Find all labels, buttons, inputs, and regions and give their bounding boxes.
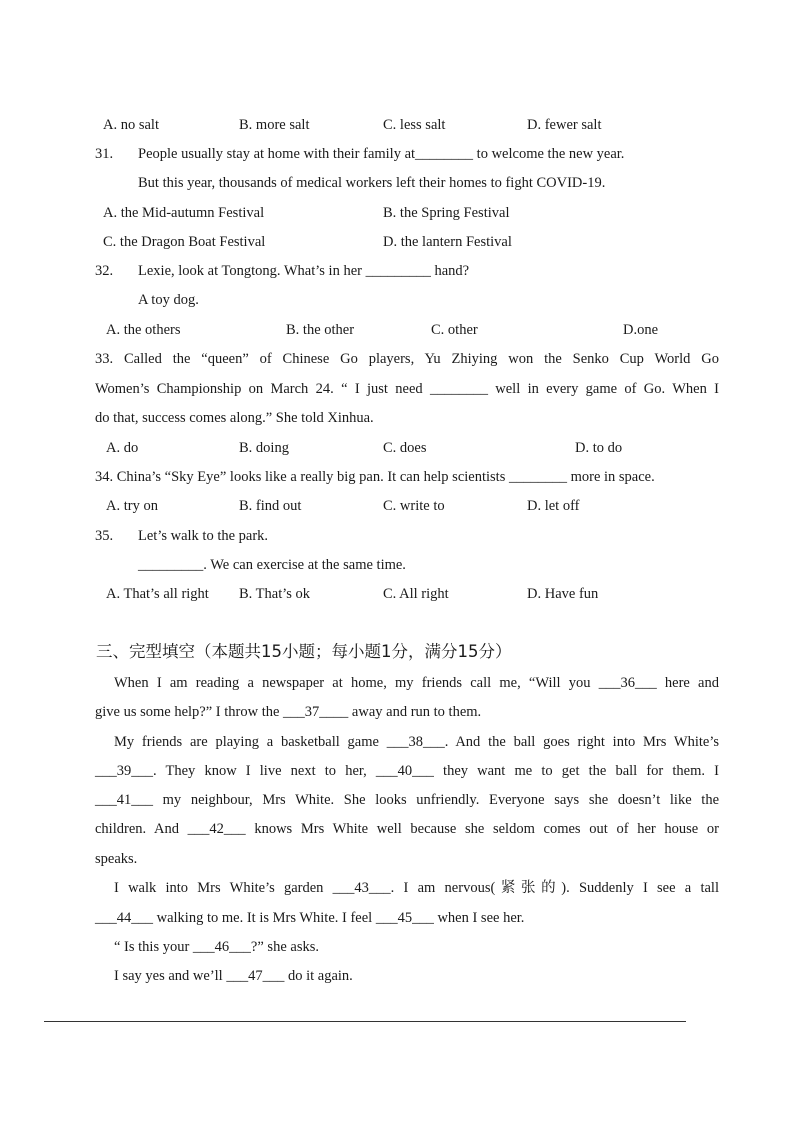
q30-option-d: D. fewer salt bbox=[527, 117, 602, 133]
passage-line-1: When I am reading a newspaper at home, my friends call me, “Will you ___36___ here and bbox=[114, 675, 719, 691]
q30-option-a: A. no salt bbox=[103, 117, 159, 133]
q31-line-2: But this year, thousands of medical workers left their homes to fight COVID-19. bbox=[138, 175, 606, 191]
q31-option-c: C. the Dragon Boat Festival bbox=[103, 234, 266, 250]
passage-line-11: I say yes and we’ll ___47___ do it again. bbox=[114, 968, 353, 984]
q33-option-b: B. doing bbox=[239, 440, 289, 456]
section-3-title: 三、完型填空（本题共15小题；每小题1分，满分15分） bbox=[96, 642, 512, 661]
passage-line-10: “ Is this your ___46___?” she asks. bbox=[114, 939, 319, 955]
passage-line-7: speaks. bbox=[95, 851, 138, 867]
q32-option-d: D.one bbox=[623, 322, 659, 338]
q35-line-2: _________. We can exercise at the same time. bbox=[138, 557, 406, 573]
q33-line-2: Women’s Championship on March 24. “ I just need ________ well in every game of Go. When I bbox=[95, 381, 719, 397]
passage-line-6: children. And ___42___ knows Mrs White well because she seldom comes out of her house or bbox=[95, 821, 719, 837]
q35-option-d: D. Have fun bbox=[527, 586, 599, 602]
passage-line-5: ___41___ my neighbour, Mrs White. She looks unfriendly. Everyone says she doesn’t like the bbox=[95, 792, 719, 808]
q33-line-1: 33. Called the “queen” of Chinese Go players, Yu Zhiying won the Senko Cup World Go bbox=[95, 351, 719, 367]
q35-line-1: Let’s walk to the park. bbox=[138, 528, 269, 544]
q35-option-a: A. That’s all right bbox=[106, 586, 209, 602]
q31-option-a: A. the Mid-autumn Festival bbox=[103, 205, 265, 221]
passage-line-2: give us some help?” I throw the ___37____ away and run to them. bbox=[95, 704, 482, 720]
passage-line-3: My friends are playing a basketball game ___38___. And the ball goes right into Mrs White’s bbox=[114, 734, 719, 750]
q34-line-1: 34. China’s “Sky Eye” looks like a really big pan. It can help scientists ________ more in space. bbox=[95, 469, 655, 485]
footer-divider bbox=[44, 1021, 686, 1022]
q32-line-1: Lexie, look at Tongtong. What’s in her _________ hand? bbox=[138, 263, 470, 279]
q35-number: 35. bbox=[95, 528, 114, 544]
q35-option-c: C. All right bbox=[383, 586, 449, 602]
passage-line-8: I walk into Mrs White’s garden ___43___. I am nervous(紧张的). Suddenly I see a tall bbox=[114, 880, 719, 896]
q30-option-b: B. more salt bbox=[239, 117, 310, 133]
q33-option-d: D. to do bbox=[575, 440, 623, 456]
q33-option-c: C. does bbox=[383, 440, 427, 456]
q32-option-c: C. other bbox=[431, 322, 478, 338]
q32-option-b: B. the other bbox=[286, 322, 355, 338]
q30-option-c: C. less salt bbox=[383, 117, 446, 133]
q34-option-d: D. let off bbox=[527, 498, 580, 514]
q35-option-b: B. That’s ok bbox=[239, 586, 311, 602]
q32-option-a: A. the others bbox=[106, 322, 181, 338]
q34-option-b: B. find out bbox=[239, 498, 302, 514]
q32-number: 32. bbox=[95, 263, 114, 279]
q34-option-a: A. try on bbox=[106, 498, 158, 514]
passage-line-4: ___39___. They know I live next to her, ___40___ they want me to get the ball for them. I bbox=[95, 763, 719, 779]
q31-option-d: D. the lantern Festival bbox=[383, 234, 512, 250]
q34-option-c: C. write to bbox=[383, 498, 445, 514]
q31-line-1: People usually stay at home with their family at________ to welcome the new year. bbox=[138, 146, 625, 162]
q33-option-a: A. do bbox=[106, 440, 139, 456]
q31-option-b: B. the Spring Festival bbox=[383, 205, 510, 221]
passage-line-9: ___44___ walking to me. It is Mrs White. I feel ___45___ when I see her. bbox=[95, 910, 525, 926]
q33-line-3: do that, success comes along.” She told Xinhua. bbox=[95, 410, 374, 426]
q31-number: 31. bbox=[95, 146, 114, 162]
q32-line-2: A toy dog. bbox=[138, 292, 199, 308]
